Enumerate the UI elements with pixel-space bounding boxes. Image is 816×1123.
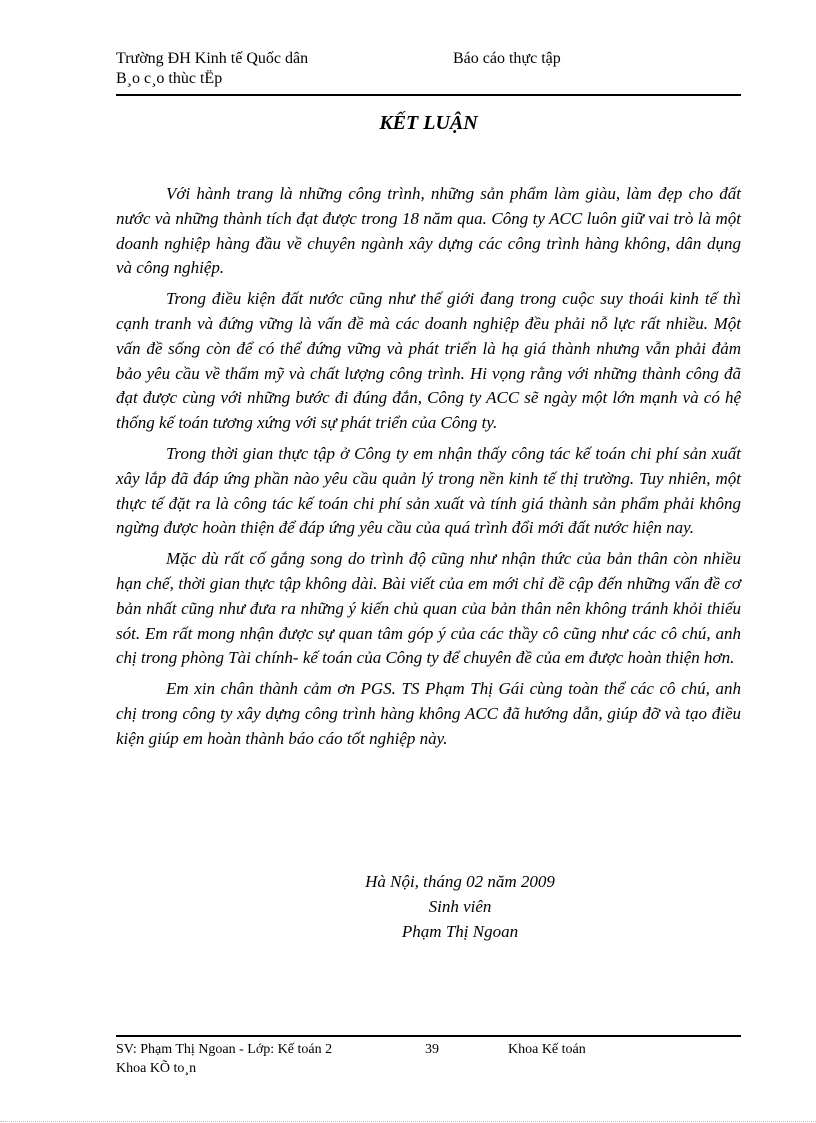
header-line-2	[116, 69, 741, 89]
header-garbled-text: B¸o c¸o thùc tËp	[116, 70, 223, 87]
page-header	[116, 49, 741, 89]
footer-student: SV: Phạm Thị Ngoan - Lớp: Kế toán 2	[116, 1042, 333, 1057]
footer-rule	[116, 1035, 741, 1037]
signature-role: Sinh viên	[428, 897, 492, 916]
page-footer	[116, 1040, 741, 1078]
paragraph-4: Mặc dù rất cố gắng song do trình độ cũng như nhận thức của bản thân còn nhiều hạn chế, thời gian thực tập không dài. Bài viết của em mới chỉ đề cập đến những vấn đề cơ bản nhất cũng như đưa ra những ý kiến chủ quan của bản thân nên không tránh khỏi thiếu sót. Em rất mong nhận được sự quan tâm góp ý của các thầy cô cũng như các cô chú, anh chị trong phòng Tài chính- kế toán của Công ty để chuyên đề của em được hoàn thiện hơn.	[116, 549, 741, 668]
footer-page-number: 39	[425, 1042, 439, 1057]
signature-name: Phạm Thị Ngoan	[401, 922, 519, 941]
footer-garbled-text: Khoa KÕ to¸n	[116, 1061, 197, 1076]
paragraph-1: Với hành trang là những công trình, những sản phẩm làm giàu, làm đẹp cho đất nước và những thành tích đạt được trong 18 năm qua. Công ty ACC luôn giữ vai trò là một doanh nghiệp hàng đầu về chuyên ngành xây dựng các công trình hàng không, dân dụng và công nghiệp.	[116, 184, 741, 278]
paragraph-2: Trong điều kiện đất nước cũng như thế giới đang trong cuộc suy thoái kinh tế thì cạnh tranh và đứng vững là vấn đề mà các doanh nghiệp đều phải nỗ lực rất nhiều. Một vấn đề sống còn để có thể đứng vững và phát triển là hạ giá thành nhưng vẫn phải đảm bảo yêu cầu về thẩm mỹ và chất lượng công trình. Hi vọng rằng với những thành công đã đạt được cùng với những bước đi đúng đắn, Công ty ACC sẽ ngày một lớn mạnh và có hệ thống kế toán tương xứng với sự phát triển của Công ty.	[116, 289, 741, 433]
footer-faculty: Khoa Kế toán	[508, 1042, 586, 1057]
page-title: KẾT LUẬN	[379, 112, 478, 134]
paragraph-3: Trong thời gian thực tập ở Công ty em nhận thấy công tác kế toán chi phí sản xuất xây lắp đã đáp ứng phần nào yêu cầu quản lý trong nền kinh tế thị trường. Tuy nhiên, một thực tế đặt ra là công tác kế toán chi phí sản xuất và tính giá thành sản phẩm phải không ngừng được hoàn thiện để đáp ứng yêu cầu của quá trình đổi mới đất nước hiện nay.	[116, 443, 741, 538]
footer-line-2	[116, 1059, 741, 1078]
paragraph-5: Em xin chân thành cảm ơn PGS. TS Phạm Thị Gái cùng toàn thể các cô chú, anh chị trong công ty xây dựng công trình hàng không ACC đã hướng dẫn, giúp đỡ và tạo điều kiện giúp em hoàn thành báo cáo tốt nghiệp này.	[116, 679, 741, 748]
signature-place-date: Hà Nội, tháng 02 năm 2009	[365, 872, 555, 891]
page-bottom-divider	[0, 1121, 816, 1122]
signature-block	[340, 869, 580, 944]
header-report-type: Báo cáo thực tập	[453, 50, 561, 67]
header-school: Trường ĐH Kinh tế Quốc dân	[116, 50, 309, 67]
header-line-1	[116, 49, 741, 69]
conclusion-body	[116, 182, 741, 758]
footer-line-1	[116, 1040, 741, 1059]
header-rule	[116, 94, 741, 96]
